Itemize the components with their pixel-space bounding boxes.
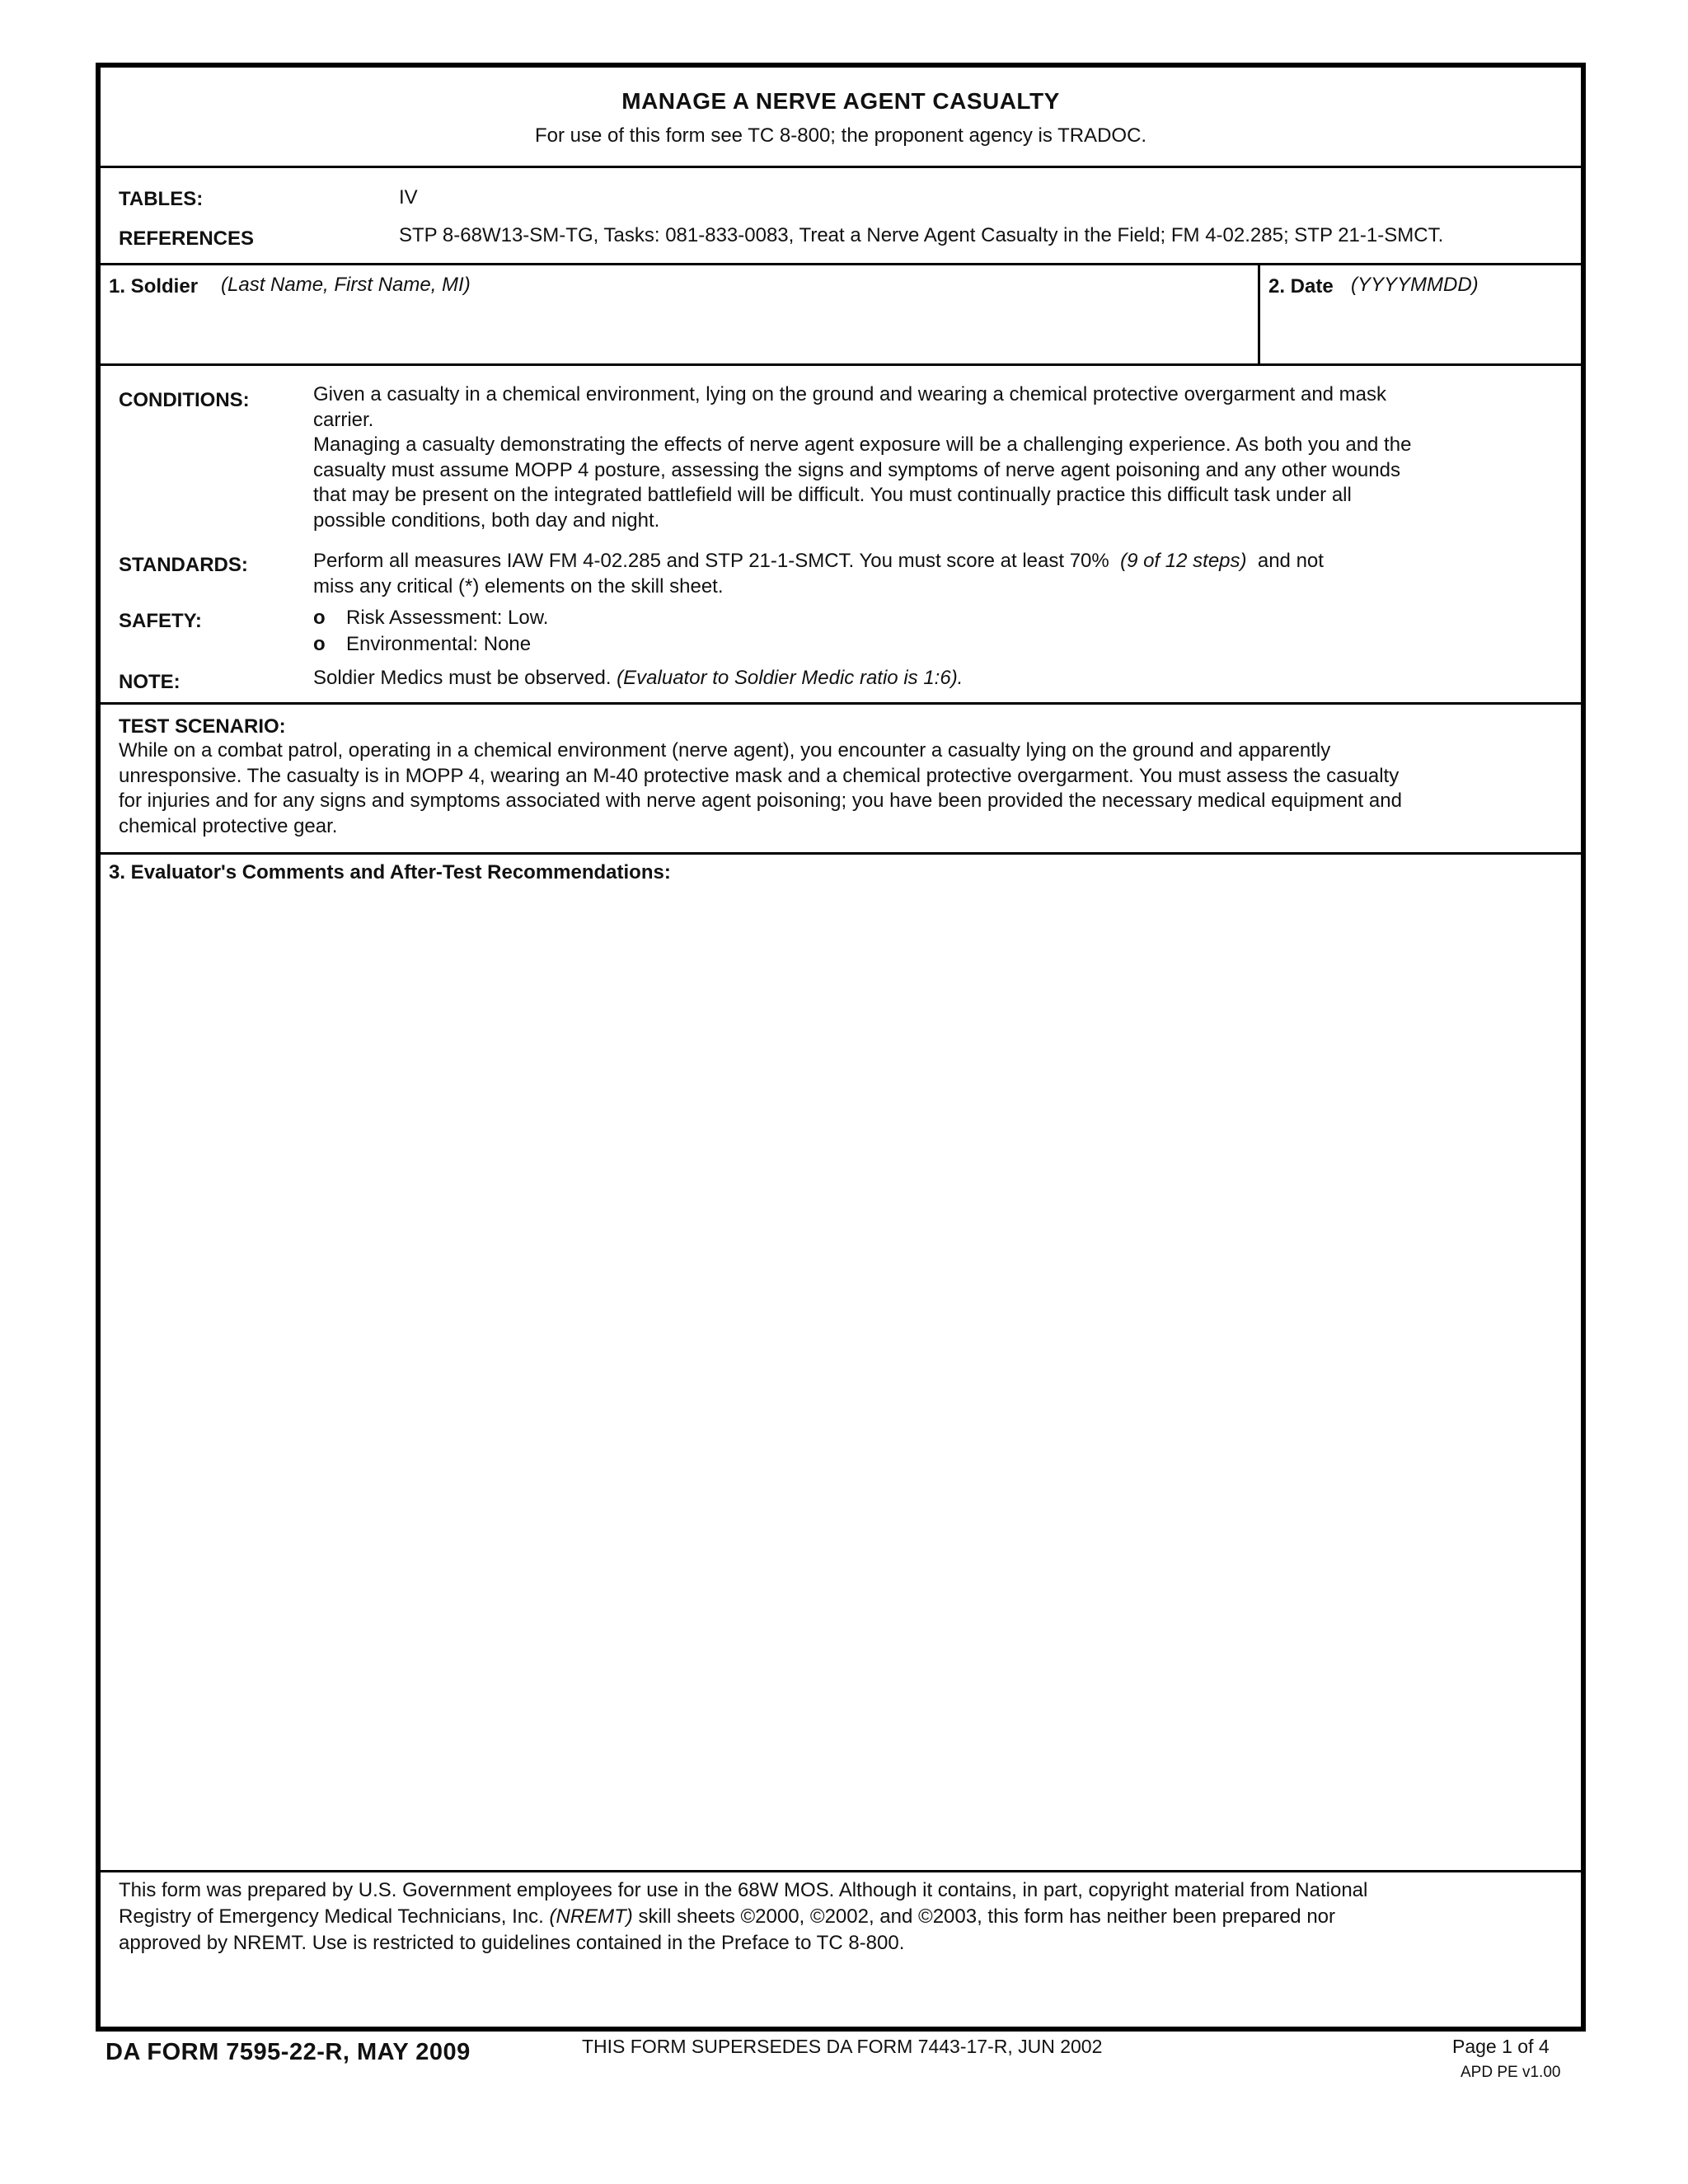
references-value: STP 8-68W13-SM-TG, Tasks: 081-833-0083, Treat a Nerve Agent Casualty in the Field; FM 4-02.285; STP 21-1-SMCT. xyxy=(399,224,1444,246)
soldier-hint: (Last Name, First Name, MI) xyxy=(221,274,471,296)
tables-value: IV xyxy=(399,186,418,209)
safety-item xyxy=(313,605,1467,631)
form-title: MANAGE A NERVE AGENT CASUALTY xyxy=(621,88,1060,114)
disclaimer-line: approved by NREMT. Use is restricted to guidelines contained in the Preface to TC 8-800. xyxy=(119,1932,905,1954)
form-version: APD PE v1.00 xyxy=(1461,2064,1561,2081)
safety-item-text: Environmental: None xyxy=(346,633,532,655)
note-text xyxy=(313,666,1467,691)
bullet-icon: o xyxy=(313,633,326,655)
scenario-line: for injuries and for any signs and symptoms associated with nerve agent poisoning; you have been provided the necessary medical equipment and xyxy=(119,790,1402,812)
tables-label: TABLES: xyxy=(119,188,204,210)
date-label: 2. Date xyxy=(1268,275,1334,298)
divider-note xyxy=(101,702,1581,705)
note-label: NOTE: xyxy=(119,671,181,693)
conditions-line: that may be present on the integrated battlefield will be difficult. You must continually practice this difficult task under all xyxy=(313,484,1352,506)
note-body: Soldier Medics must be observed. xyxy=(313,667,612,689)
form-subtitle: For use of this form see TC 8-800; the proponent agency is TRADOC. xyxy=(534,124,1147,147)
standards-line2: miss any critical (*) elements on the skill sheet. xyxy=(313,574,724,598)
date-hint: (YYYYMMDD) xyxy=(1351,274,1479,296)
standards-text xyxy=(313,549,1566,599)
scenario-label: TEST SCENARIO: xyxy=(119,715,286,738)
comments-label: 3. Evaluator's Comments and After-Test Recommendations: xyxy=(109,861,671,883)
divider-header xyxy=(101,166,1581,168)
safety-list xyxy=(313,605,1467,658)
scenario-line: While on a combat patrol, operating in a chemical environment (nerve agent), you encounter a casualty lying on the ground and apparently xyxy=(119,739,1331,762)
date-field[interactable] xyxy=(1260,265,1581,363)
safety-label: SAFETY: xyxy=(119,610,202,632)
conditions-line: Given a casualty in a chemical environment, lying on the ground and wearing a chemical protective overgarment and mask xyxy=(313,383,1387,405)
safety-item-text: Risk Assessment: Low. xyxy=(346,607,549,629)
disclaimer-line: This form was prepared by U.S. Government employees for use in the 68W MOS. Although it contains, in part, copyright material from National xyxy=(119,1879,1368,1901)
divider-comments xyxy=(101,1870,1581,1872)
conditions-line: Managing a casualty demonstrating the effects of nerve agent exposure will be a challenging experience. As both you and the xyxy=(313,434,1412,456)
standards-line1-a: Perform all measures IAW FM 4-02.285 and STP 21-1-SMCT. You must score at least 70% xyxy=(313,550,1109,572)
form-frame xyxy=(96,63,1586,2032)
comments-field[interactable] xyxy=(101,855,1581,1870)
conditions-text xyxy=(313,382,1566,533)
bullet-icon: o xyxy=(313,607,326,629)
standards-steps: (9 of 12 steps) xyxy=(1120,550,1247,572)
supersedes-note: THIS FORM SUPERSEDES DA FORM 7443-17-R, JUN 2002 xyxy=(582,2036,1103,2057)
references-label: REFERENCES xyxy=(119,227,255,250)
standards-line1-c: and not xyxy=(1257,550,1324,572)
divider-soldier xyxy=(101,363,1581,366)
soldier-field[interactable] xyxy=(101,265,1258,363)
page-number: Page 1 of 4 xyxy=(1452,2036,1550,2057)
scenario-text xyxy=(119,738,1578,839)
safety-item xyxy=(313,631,1467,658)
conditions-line: carrier. xyxy=(313,408,374,431)
conditions-line: casualty must assume MOPP 4 posture, assessing the signs and symptoms of nerve agent poisoning and any other wounds xyxy=(313,458,1400,481)
form-id: DA FORM 7595-22-R, MAY 2009 xyxy=(106,2039,471,2065)
conditions-label: CONDITIONS: xyxy=(119,389,250,411)
scenario-line: chemical protective gear. xyxy=(119,814,338,837)
standards-label: STANDARDS: xyxy=(119,554,248,576)
soldier-label: 1. Soldier xyxy=(109,275,199,298)
scenario-line: unresponsive. The casualty is in MOPP 4, wearing an M-40 protective mask and a chemical protective overgarment. You must assess the casualty xyxy=(119,764,1400,787)
disclaimer-line: Registry of Emergency Medical Technicians, Inc. (NREMT) skill sheets ©2000, ©2002, and ©2003, this form has neither been prepared nor xyxy=(119,1905,1336,1928)
conditions-line: possible conditions, both day and night. xyxy=(313,509,660,532)
disclaimer-text xyxy=(119,1877,1578,1957)
note-ratio: (Evaluator to Soldier Medic ratio is 1:6). xyxy=(617,667,964,689)
